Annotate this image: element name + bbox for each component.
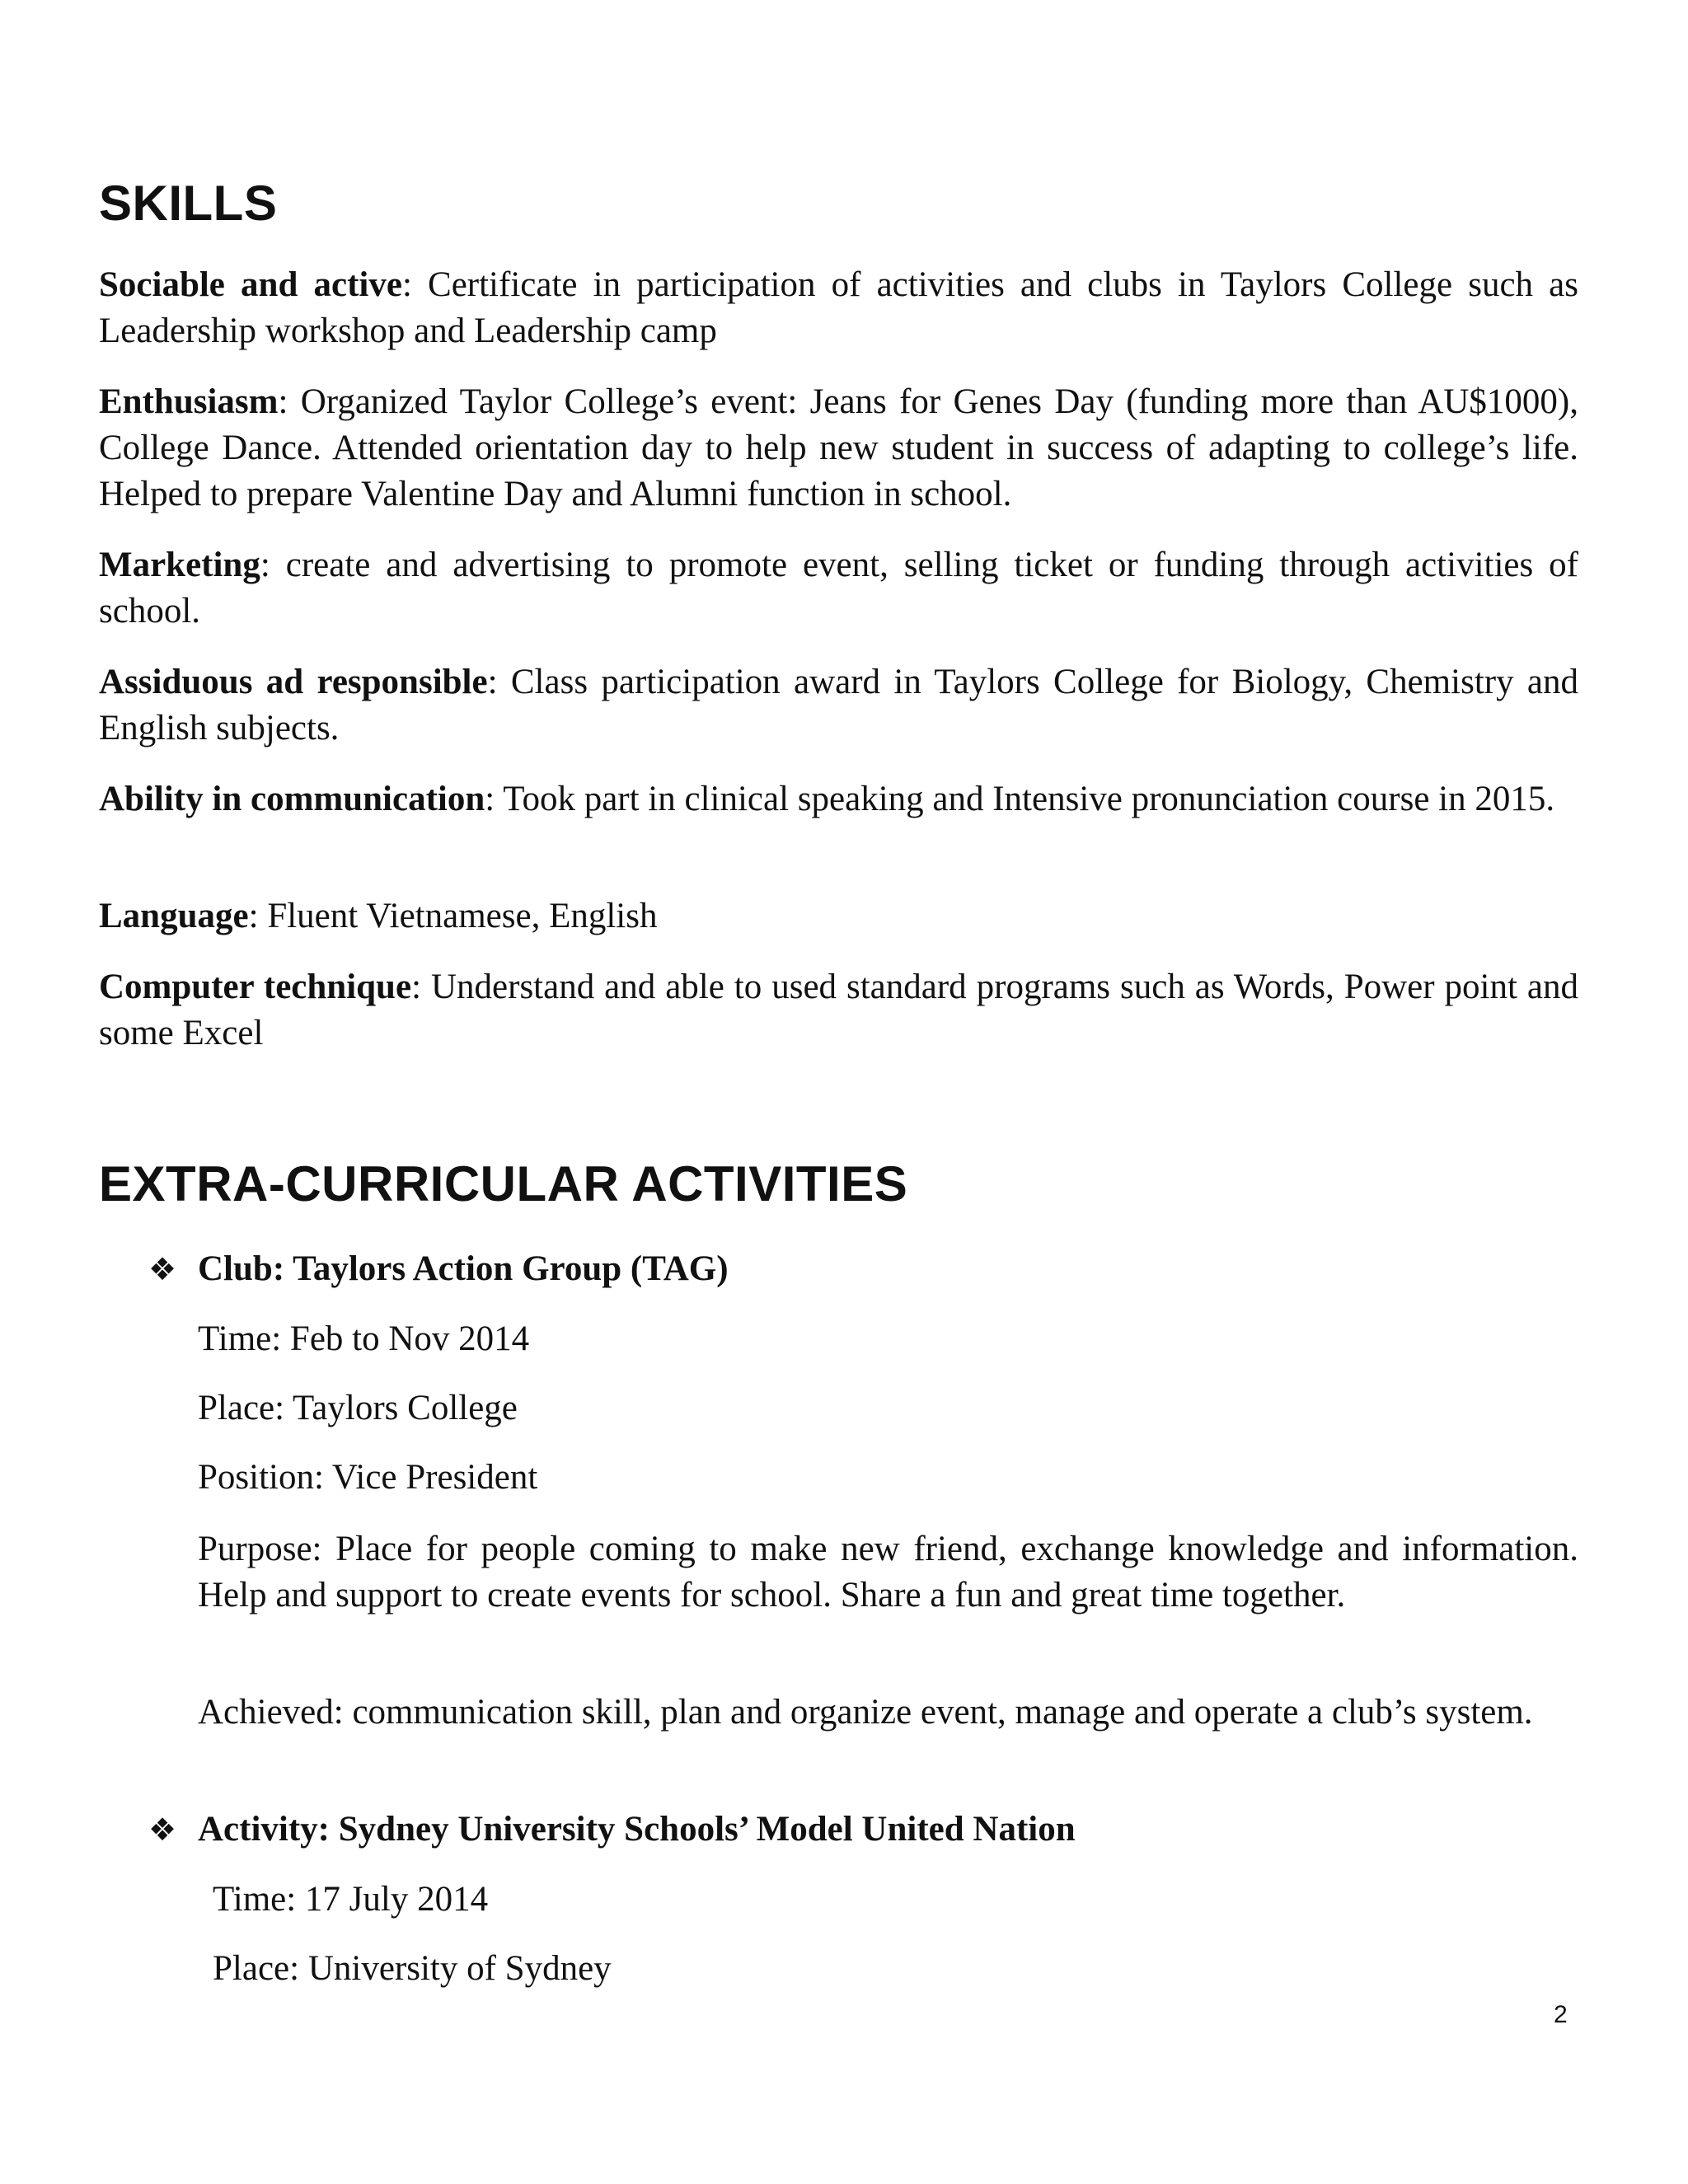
extra-curricular-heading: EXTRA-CURRICULAR ACTIVITIES (99, 1156, 908, 1212)
club-purpose: Purpose: Place for people coming to make new friend, exchange knowledge and information. Help and support to create events for school. Share a fun and great time together. (198, 1530, 1578, 1615)
page-number: 2 (1554, 2001, 1568, 2028)
skill-label: Language (99, 897, 249, 935)
skill-separator: : (278, 382, 288, 421)
skill-label: Marketing (99, 546, 260, 584)
skill-label: Computer technique (99, 968, 412, 1006)
skill-separator: : (248, 897, 259, 935)
skill-separator: : (401, 265, 412, 304)
skill-text: Organized Taylor College’s event: Jeans for Genes Day (funding more than AU$1000), College Dance. Attended orientation day to help new student in success of adapting to college’s life. Helped to prepare Valentine Day and Alumni function in school. (99, 382, 1578, 513)
skill-text: Fluent Vietnamese, English (258, 897, 658, 935)
club-position: Position: Vice President (198, 1458, 538, 1497)
skill-marketing (99, 542, 1578, 635)
skill-text: create and advertising to promote event, selling ticket or funding through activities of school. (99, 546, 1578, 630)
skill-assiduous (99, 659, 1578, 752)
skill-computer (99, 964, 1578, 1057)
skill-label: Enthusiasm (99, 382, 279, 421)
skill-enthusiasm (99, 379, 1578, 518)
skill-communication (99, 776, 1578, 823)
club-achieved: Achieved: communication skill, plan and organize event, manage and operate a club’s system. (198, 1693, 1533, 1732)
activity-bullet (148, 1807, 1076, 1853)
skill-text: Understand and able to used standard programs such as Words, Power point and some Excel (99, 968, 1578, 1052)
skill-separator: : (487, 663, 498, 701)
diamond-bullet-icon: ❖ (148, 1811, 177, 1848)
skill-text: Took part in clinical speaking and Intensive pronunciation course in 2015. (495, 780, 1555, 818)
activity-title: Activity: Sydney University Schools’ Model United Nation (198, 1810, 1076, 1849)
skill-separator: : (485, 780, 495, 818)
activity-time: Time: 17 July 2014 (213, 1880, 489, 1919)
club-title: Club: Taylors Action Group (TAG) (198, 1249, 729, 1288)
skill-text: Class participation award in Taylors College for Biology, Chemistry and English subjects. (99, 663, 1578, 748)
skill-label: Ability in communication (99, 780, 485, 818)
skill-separator: : (411, 968, 422, 1006)
skill-language (99, 893, 1578, 940)
skill-sociable (99, 262, 1578, 354)
club-place: Place: Taylors College (198, 1389, 518, 1427)
skill-text: Certificate in participation of activities and clubs in Taylors College such as Leadership workshop and Leadership camp (99, 265, 1578, 350)
club-bullet (148, 1246, 729, 1292)
skill-label: Assiduous ad responsible (99, 663, 488, 701)
activity-place: Place: University of Sydney (213, 1949, 612, 1988)
diamond-bullet-icon: ❖ (148, 1251, 177, 1287)
club-time: Time: Feb to Nov 2014 (198, 1319, 530, 1358)
skills-heading: SKILLS (99, 176, 278, 231)
skill-separator: : (260, 546, 270, 584)
skill-label: Sociable and active (99, 265, 402, 304)
